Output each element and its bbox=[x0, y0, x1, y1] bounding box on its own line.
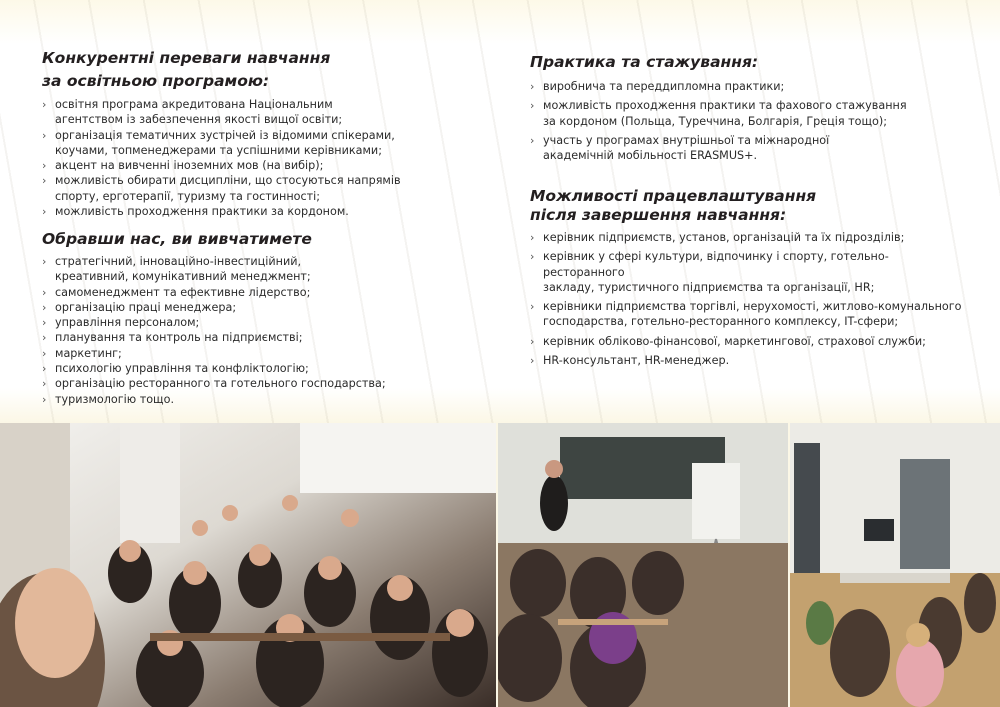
study-item bbox=[42, 392, 386, 407]
bullet-icon: › bbox=[42, 316, 47, 330]
study-item bbox=[42, 361, 386, 376]
advantage-item-text: можливість проходження практики за кордоном. bbox=[55, 205, 349, 219]
study-item bbox=[42, 315, 386, 330]
practice-item bbox=[530, 98, 907, 129]
section-title-practice: Практика та стажування: bbox=[530, 53, 759, 71]
advantage-item-text: можливість обирати дисципліни, що стосуються напрямів bbox=[55, 174, 401, 188]
advantage-item bbox=[42, 158, 401, 173]
practice-item-text-cont: академічній мобільності ERASMUS+. bbox=[543, 149, 758, 163]
employment-item bbox=[530, 299, 970, 330]
lecture-classroom-photo bbox=[498, 423, 788, 707]
study-item-text: самоменеджмент та ефективне лідерство; bbox=[55, 285, 311, 299]
study-item bbox=[42, 285, 386, 300]
bullet-icon: › bbox=[530, 300, 535, 314]
bullet-icon: › bbox=[42, 98, 47, 111]
bullet-icon: › bbox=[42, 255, 47, 268]
bullet-icon: › bbox=[530, 231, 535, 244]
section-title-advantages: Конкурентні переваги навчання bbox=[42, 49, 331, 67]
advantage-item-text-cont: коучами, топменеджерами та успішними керівниками; bbox=[55, 143, 382, 157]
bullet-icon: › bbox=[530, 354, 535, 368]
study-item bbox=[42, 376, 386, 391]
practice-list bbox=[530, 79, 907, 167]
bullet-icon: › bbox=[42, 392, 47, 406]
bullet-icon: › bbox=[42, 205, 47, 219]
computer-lab-photo bbox=[790, 423, 1000, 707]
bullet-icon: › bbox=[42, 346, 47, 360]
study-item bbox=[42, 330, 386, 345]
study-item-text: стратегічний, інноваційно-інвестиційний, bbox=[55, 255, 302, 268]
employment-item-text-cont: господарства, готельно-ресторанного комплексу, IT-сфери; bbox=[543, 315, 899, 329]
employment-item bbox=[530, 334, 970, 349]
bullet-icon: › bbox=[42, 174, 47, 188]
photo-strip bbox=[0, 423, 1000, 707]
section-title-employment-line2: після завершення навчання: bbox=[530, 206, 787, 224]
study-item-text: управління персоналом; bbox=[55, 316, 200, 330]
employment-item-text: керівник підприємств, установ, організацій та їх підрозділів; bbox=[543, 231, 905, 244]
section-title-advantages-line2: за освітньою програмою: bbox=[42, 72, 270, 90]
bullet-icon: › bbox=[42, 377, 47, 391]
bullet-icon: › bbox=[530, 99, 535, 113]
bullet-icon: › bbox=[530, 334, 535, 348]
study-item bbox=[42, 300, 386, 315]
employment-item-text: керівники підприємства торгівлі, нерухомості, житлово-комунального bbox=[543, 300, 962, 314]
employment-item bbox=[530, 230, 970, 245]
study-item-text: маркетинг; bbox=[55, 346, 122, 360]
advantage-item-text: організація тематичних зустрічей із відомими спікерами, bbox=[55, 128, 395, 142]
employment-item-text: HR-консультант, HR-менеджер. bbox=[543, 354, 730, 368]
employment-list bbox=[530, 230, 970, 372]
section-title-employment: Можливості працевлаштування bbox=[530, 187, 817, 205]
advantage-item bbox=[42, 128, 401, 159]
advantage-item-text-cont: спорту, ерготерапії, туризму та гостинності; bbox=[55, 189, 321, 203]
employment-item-text: керівник обліково-фінансової, маркетингової, страхової служби; bbox=[543, 334, 926, 348]
bullet-icon: › bbox=[42, 128, 47, 142]
study-item bbox=[42, 254, 386, 285]
advantages-list bbox=[42, 97, 401, 219]
study-list bbox=[42, 254, 386, 407]
advantage-item bbox=[42, 204, 401, 219]
practice-item bbox=[530, 133, 907, 164]
section-title-study: Обравши нас, ви вивчатимете bbox=[42, 230, 312, 248]
employment-item bbox=[530, 249, 970, 295]
study-item-text: планування та контроль на підприємстві; bbox=[55, 331, 303, 345]
study-item-text: туризмологію тощо. bbox=[55, 392, 174, 406]
employment-item-text: керівник у сфері культури, відпочинку і спорту, готельно-ресторанного bbox=[543, 250, 889, 279]
employment-item bbox=[530, 353, 970, 368]
bullet-icon: › bbox=[530, 250, 535, 264]
advantage-item-text: акцент на вивченні іноземних мов (на вибір); bbox=[55, 159, 324, 173]
employment-item-text-cont: закладу, туристичного підприємства та організації, HR; bbox=[543, 280, 875, 294]
bullet-icon: › bbox=[42, 331, 47, 345]
lecture-illustration bbox=[498, 423, 788, 707]
group-selfie-illustration bbox=[0, 423, 496, 707]
advantage-item bbox=[42, 97, 401, 128]
bullet-icon: › bbox=[530, 80, 535, 93]
practice-item-text-cont: за кордоном (Польща, Туреччина, Болгарія, Греція тощо); bbox=[543, 114, 888, 128]
study-item-text-cont: креативний, комунікативний менеджмент; bbox=[55, 270, 311, 284]
group-selfie-photo bbox=[0, 423, 496, 707]
bullet-icon: › bbox=[42, 159, 47, 173]
computer-lab-illustration bbox=[790, 423, 1000, 707]
study-item-text: психологію управління та конфліктологію; bbox=[55, 362, 309, 376]
practice-item bbox=[530, 79, 907, 94]
bullet-icon: › bbox=[42, 362, 47, 376]
bullet-icon: › bbox=[42, 300, 47, 314]
advantage-item-text-cont: агентством із забезпечення якості вищої освіти; bbox=[55, 113, 343, 127]
advantage-item-text: освітня програма акредитована Національним bbox=[55, 98, 333, 111]
study-item-text: організацію праці менеджера; bbox=[55, 300, 237, 314]
advantage-item bbox=[42, 173, 401, 204]
bullet-icon: › bbox=[42, 285, 47, 299]
practice-item-text: можливість проходження практики та фахового стажування bbox=[543, 99, 907, 113]
bullet-icon: › bbox=[530, 133, 535, 147]
study-item bbox=[42, 346, 386, 361]
practice-item-text: виробнича та переддипломна практики; bbox=[543, 80, 785, 93]
study-item-text: організацію ресторанного та готельного господарства; bbox=[55, 377, 386, 391]
practice-item-text: участь у програмах внутрішньої та міжнародної bbox=[543, 133, 830, 147]
